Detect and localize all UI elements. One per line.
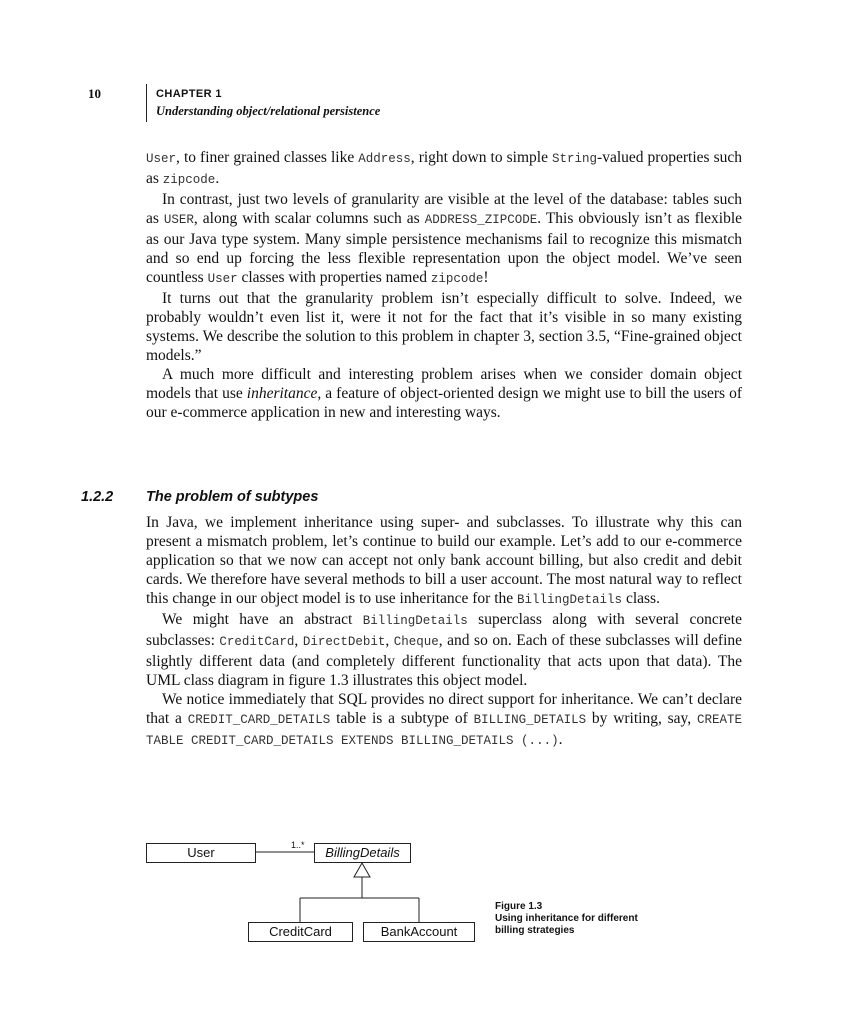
text-run: -valued properties such as bbox=[146, 149, 742, 187]
text-run: table is a subtype of bbox=[330, 710, 474, 727]
emphasis-term: inheritance bbox=[246, 385, 318, 402]
page-number: 10 bbox=[88, 86, 101, 101]
text-run: by writing, say, bbox=[586, 710, 697, 727]
uml-class-creditcard: CreditCard bbox=[248, 922, 353, 942]
uml-class-bankaccount: BankAccount bbox=[363, 922, 475, 942]
inheritance-triangle bbox=[354, 863, 370, 877]
code-term: BillingDetails bbox=[517, 593, 623, 607]
figure-caption bbox=[495, 901, 638, 937]
text-run: classes with properties named bbox=[237, 269, 431, 286]
text-run: . bbox=[215, 170, 220, 187]
text-run: class. bbox=[622, 590, 660, 607]
code-term: ADDRESS_ZIPCODE bbox=[424, 213, 538, 227]
paragraph bbox=[146, 190, 742, 289]
text-run: A much more difficult and interesting problem arises when we consider domain object models that use bbox=[146, 366, 742, 402]
header-divider bbox=[146, 84, 147, 122]
text-run: . bbox=[558, 731, 563, 748]
code-term: BILLING_DETAILS bbox=[473, 713, 587, 727]
text-run: , to finer grained classes like bbox=[176, 149, 359, 166]
section-heading bbox=[81, 489, 318, 505]
body-text-top bbox=[146, 148, 742, 422]
text-run: We notice immediately that SQL provides no direct support for inheritance. We can’t declare that a bbox=[146, 691, 742, 727]
code-term: DirectDebit bbox=[302, 635, 386, 649]
section-number: 1.2.2 bbox=[81, 489, 114, 505]
code-term: zipcode bbox=[162, 173, 216, 187]
section-title: The problem of subtypes bbox=[146, 489, 319, 505]
text-run: We might have an abstract bbox=[162, 611, 363, 628]
code-term: USER bbox=[163, 213, 194, 227]
paragraph bbox=[146, 513, 742, 610]
paragraph bbox=[146, 365, 742, 422]
uml-class-user: User bbox=[146, 843, 256, 863]
figure-caption-line: billing strategies bbox=[495, 925, 575, 936]
code-term: BillingDetails bbox=[362, 614, 468, 628]
text-run: , bbox=[385, 632, 394, 649]
text-run: , and so on. Each of these subclasses will define slightly different data (and completely different functionality that acts upon that data). The UML class diagram in figure 1.3 illustrates this object model. bbox=[146, 632, 743, 689]
code-term: CREATE TABLE CREDIT_CARD_DETAILS EXTENDS BILLING_DETAILS (...) bbox=[146, 713, 742, 748]
text-run: In Java, we implement inheritance using super- and subclasses. To illustrate why this can present a mismatch problem, let’s continue to build our example. Let’s add to our e-commerce application so that we now can accept not only bank account billing, but also credit and debit cards. We therefore have several methods to bill a user account. The most natural way to reflect this change in our object model is to use inheritance for the bbox=[146, 514, 742, 607]
code-term: Address bbox=[358, 152, 411, 166]
paragraph bbox=[146, 148, 742, 190]
paragraph: It turns out that the granularity problem isn’t especially difficult to solve. Indeed, we probably wouldn’t even list it, were it not for the fact that it’s visible in so many existing systems. We describe the solution to this problem in chapter 3, section 3.5, “Fine-grained object models.” bbox=[146, 290, 742, 364]
text-run: superclass along with several concrete subclasses: bbox=[146, 611, 742, 649]
text-run: , right down to simple bbox=[410, 149, 553, 166]
uml-class-billingdetails: BillingDetails bbox=[314, 843, 411, 863]
code-term: CreditCard bbox=[219, 635, 295, 649]
code-term: Cheque bbox=[393, 635, 439, 649]
paragraph bbox=[146, 610, 742, 690]
text-run: ! bbox=[483, 269, 489, 286]
figure-caption-line: Using inheritance for different bbox=[495, 913, 638, 924]
code-term: zipcode bbox=[430, 272, 484, 286]
text-run: , along with scalar columns such as bbox=[193, 210, 425, 227]
chapter-label: CHAPTER 1 bbox=[156, 88, 222, 100]
code-term: User bbox=[207, 272, 238, 286]
multiplicity-label: 1..* bbox=[291, 840, 305, 850]
paragraph bbox=[146, 690, 742, 751]
text-run: . This obviously isn’t as flexible as our Java type system. Many simple persistence mechanisms fail to recognize this mismatch and so end up forcing the less flexible representation upon the object model. We’ve seen countless bbox=[146, 210, 742, 286]
text-run: In contrast, just two levels of granularity are visible at the level of the database: tables such as bbox=[146, 191, 742, 227]
code-term: User bbox=[146, 152, 177, 166]
code-term: String bbox=[552, 152, 598, 166]
code-term: CREDIT_CARD_DETAILS bbox=[187, 713, 331, 727]
chapter-title: Understanding object/relational persistence bbox=[156, 104, 381, 118]
text-run: , bbox=[294, 632, 303, 649]
body-text-bottom bbox=[146, 513, 742, 751]
figure-label: Figure 1.3 bbox=[495, 901, 543, 912]
text-run: , a feature of object-oriented design we might use to bill the users of our e-commerce application in new and interesting ways. bbox=[146, 385, 742, 421]
